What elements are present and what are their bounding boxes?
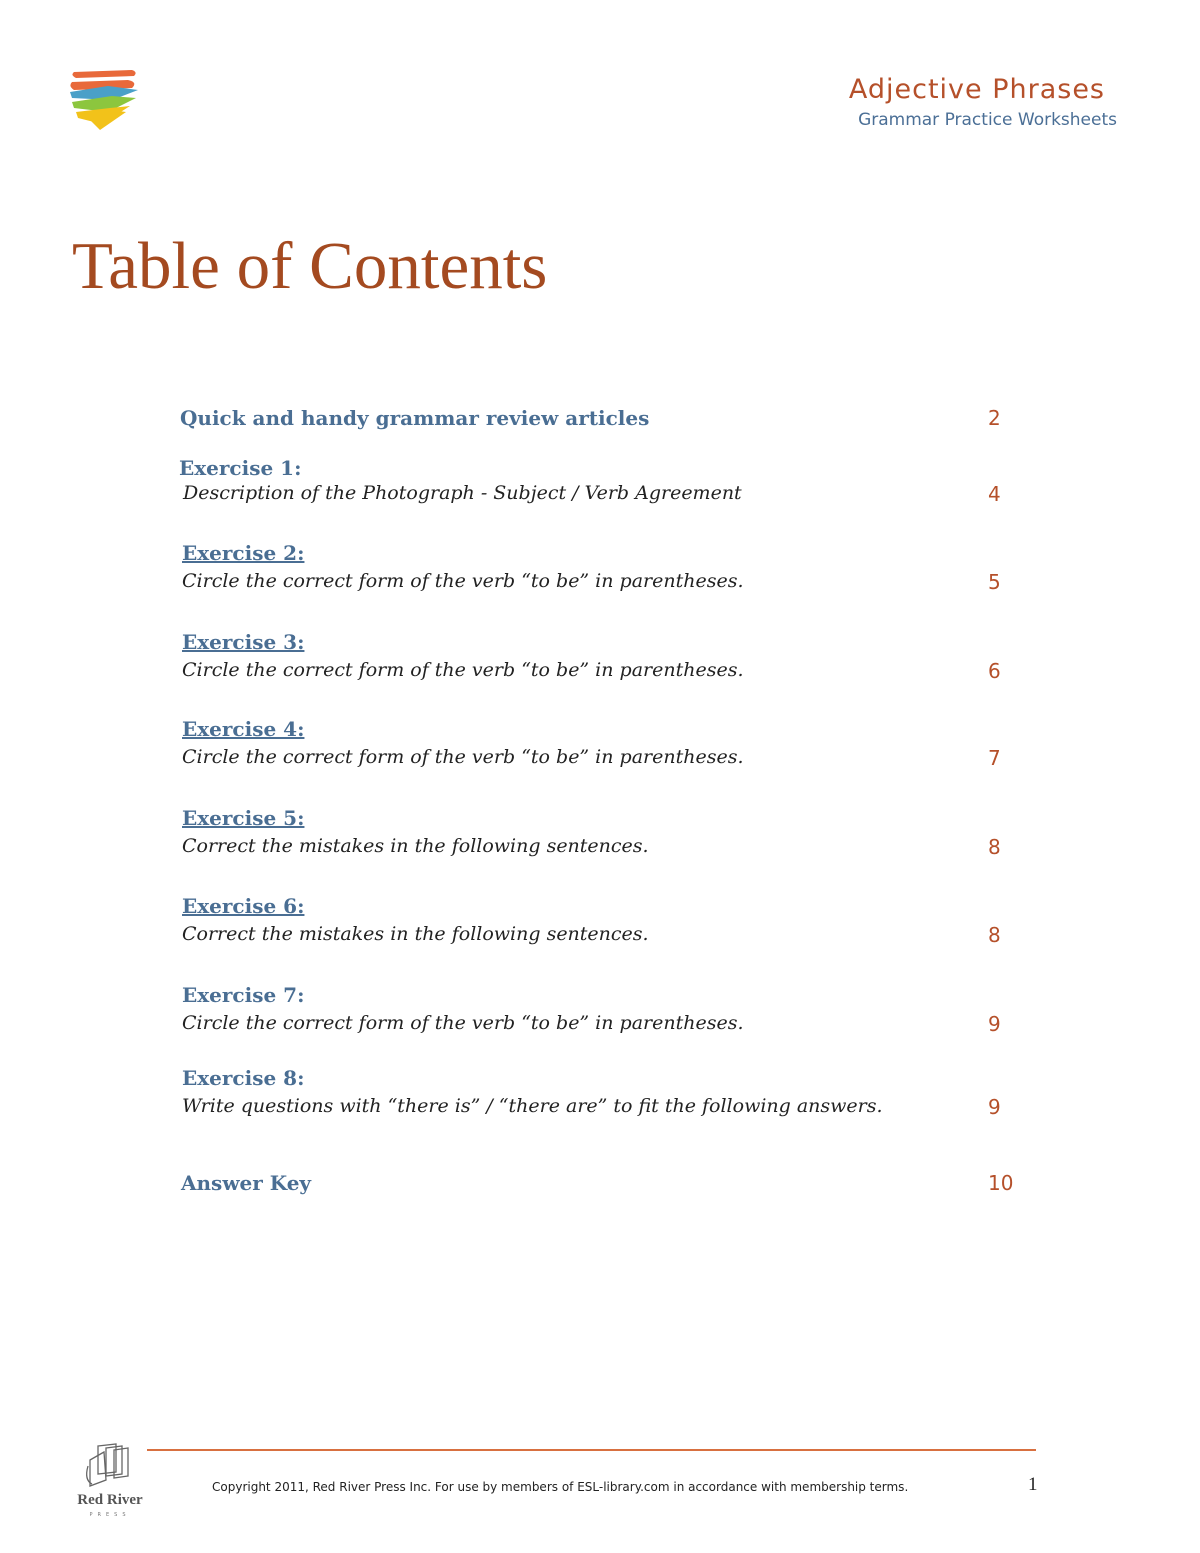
logo-subtext: PRESS [89, 1512, 131, 1518]
toc-entry-description: Correct the mistakes in the following sentences. [182, 923, 649, 945]
toc-entry-label[interactable]: Answer Key [181, 1171, 312, 1195]
toc-entry-label[interactable]: Exercise 7: [182, 983, 305, 1007]
toc-entry-label[interactable]: Exercise 1: [179, 456, 302, 480]
toc-entry-link[interactable]: Exercise 5: [182, 806, 305, 830]
toc-entry-label[interactable]: Exercise 8: [182, 1066, 305, 1090]
footer-copyright: Copyright 2011, Red River Press Inc. For use by members of ESL-library.com in accordance with membership terms. [212, 1480, 909, 1494]
toc-entry-page: 7 [988, 746, 1001, 770]
toc-entry-description: Circle the correct form of the verb “to be” in parentheses. [182, 659, 744, 681]
toc-entry-page: 9 [988, 1095, 1001, 1119]
toc-entry-page: 4 [988, 482, 1001, 506]
toc-entry-description: Description of the Photograph - Subject / Verb Agreement [183, 482, 742, 504]
logo-text: Red River [77, 1492, 143, 1508]
toc-entry-link[interactable]: Exercise 3: [182, 630, 305, 654]
toc-entry-description: Correct the mistakes in the following sentences. [182, 835, 649, 857]
page-number: 1 [1028, 1474, 1038, 1495]
toc-entry-description: Write questions with “there is” / “there are” to fit the following answers. [182, 1095, 883, 1117]
books-logo-icon [68, 68, 142, 138]
toc-entry-link[interactable]: Exercise 2: [182, 541, 305, 565]
header-title: Adjective Phrases [848, 74, 1105, 105]
toc-entry-description: Circle the correct form of the verb “to be” in parentheses. [182, 570, 744, 592]
toc-entry-label[interactable]: Quick and handy grammar review articles [180, 406, 650, 430]
toc-entry-page: 8 [988, 923, 1001, 947]
toc-entry-page: 9 [988, 1012, 1001, 1036]
toc-entry-page: 2 [988, 406, 1001, 430]
toc-entry-link[interactable]: Exercise 4: [182, 717, 305, 741]
toc-entry-page: 10 [988, 1171, 1014, 1195]
toc-entry-description: Circle the correct form of the verb “to be” in parentheses. [182, 746, 744, 768]
toc-entry-page: 5 [988, 570, 1001, 594]
toc-entry-page: 6 [988, 659, 1001, 683]
toc-entry-description: Circle the correct form of the verb “to be” in parentheses. [182, 1012, 744, 1034]
footer-divider [147, 1449, 1036, 1451]
toc-entry-page: 8 [988, 835, 1001, 859]
toc-entry-link[interactable]: Exercise 6: [182, 894, 305, 918]
header-subtitle: Grammar Practice Worksheets [858, 110, 1117, 130]
red-river-press-logo [70, 1440, 150, 1518]
page-title: Table of Contents [72, 229, 548, 303]
